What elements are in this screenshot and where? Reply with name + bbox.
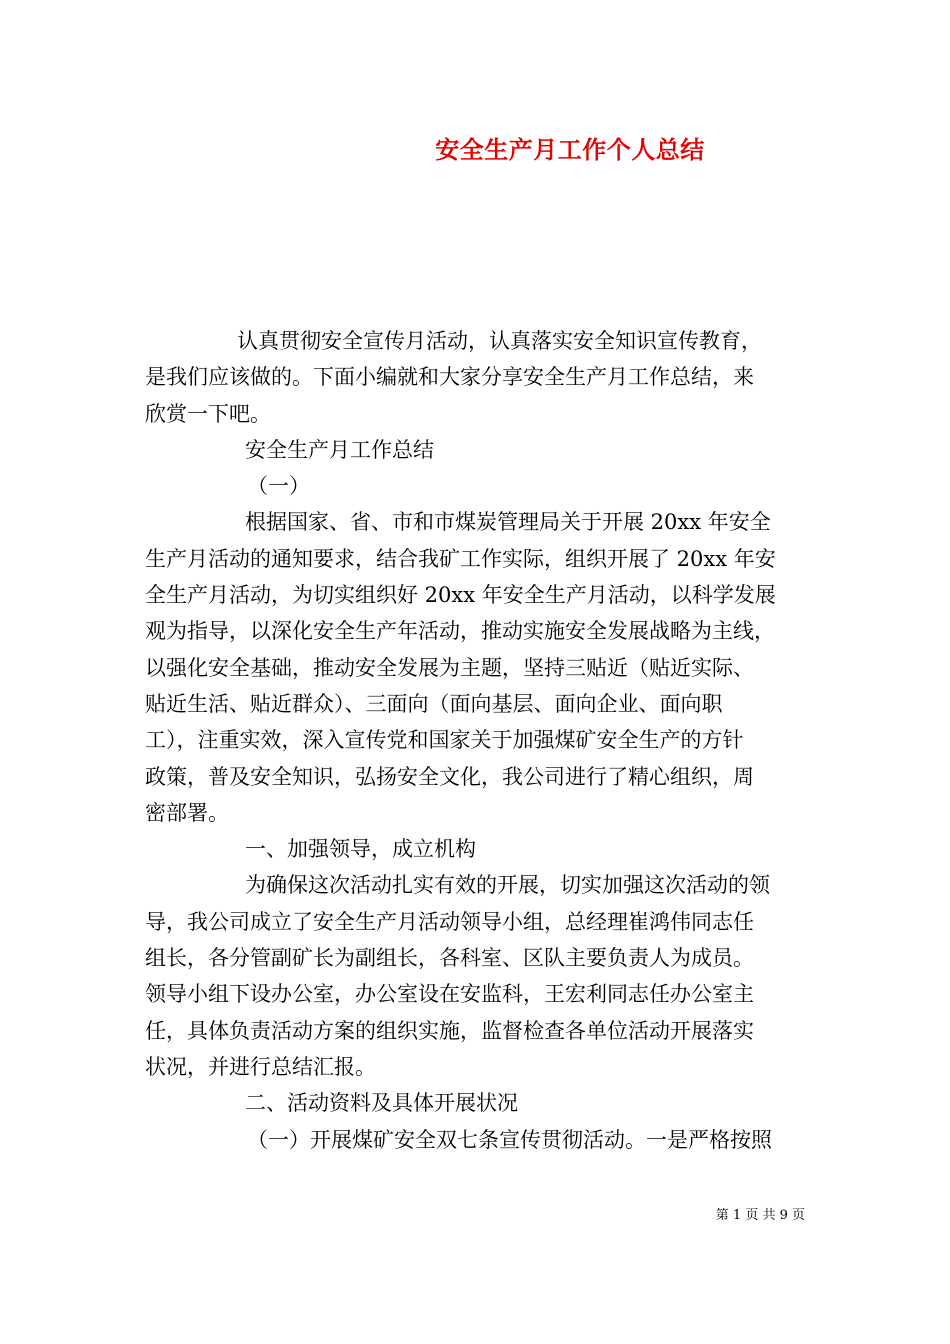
document-body <box>145 323 805 1158</box>
paragraph-line: 政策，普及安全知识，弘扬安全文化，我公司进行了精心组织，周 <box>145 764 754 789</box>
document-title: 安全生产月工作个人总结 <box>435 135 705 164</box>
intro-line: 是我们应该做的。下面小编就和大家分享安全生产月工作总结，来 <box>145 365 754 390</box>
paragraph-line: 密部署。 <box>145 800 229 825</box>
intro-line: 认真贯彻安全宣传月活动，认真落实安全知识宣传教育， <box>237 329 762 353</box>
paragraph-line: 领导小组下设办公室，办公室设在安监科，王宏利同志任办公室主 <box>145 982 754 1007</box>
paragraph-line: 生产月活动的通知要求，结合我矿工作实际，组织开展了 20xx 年安 <box>145 546 776 571</box>
heading-2: 二、活动资料及具体开展状况 <box>245 1091 518 1116</box>
paragraph-line: 以强化安全基础，推动安全发展为主题，坚持三贴近（贴近实际、 <box>145 655 754 680</box>
paragraph-line: （一）开展煤矿安全双七条宣传贯彻活动。一是严格按照 <box>247 1127 772 1152</box>
intro-line: 欣赏一下吧。 <box>145 401 271 426</box>
paragraph-line: 根据国家、省、市和市煤炭管理局关于开展 20xx 年安全 <box>245 510 771 535</box>
paragraph-line: 工），注重实效，深入宣传党和国家关于加强煤矿安全生产的方针 <box>145 728 744 753</box>
paragraph-line: 任，具体负责活动方案的组织实施，监督检查各单位活动开展落实 <box>145 1018 754 1043</box>
section-number: （一） <box>247 474 310 499</box>
section-title: 安全生产月工作总结 <box>245 437 434 462</box>
page-footer: 第 1 页 共 9 页 <box>715 1208 805 1223</box>
paragraph-line: 为确保这次活动扎实有效的开展，切实加强这次活动的领 <box>245 873 770 898</box>
paragraph-line: 状况，并进行总结汇报。 <box>145 1054 376 1079</box>
paragraph-line: 观为指导，以深化安全生产年活动，推动实施安全发展战略为主线， <box>145 619 775 644</box>
paragraph-line: 组长，各分管副矿长为副组长，各科室、区队主要负责人为成员。 <box>145 946 754 971</box>
paragraph-line: 全生产月活动，为切实组织好 20xx 年安全生产月活动，以科学发展 <box>145 583 776 608</box>
paragraph-line: 导，我公司成立了安全生产月活动领导小组，总经理崔鸿伟同志任 <box>145 909 754 934</box>
paragraph-line: 贴近生活、贴近群众）、三面向（面向基层、面向企业、面向职 <box>145 691 723 716</box>
heading-1: 一、加强领导，成立机构 <box>245 837 476 862</box>
